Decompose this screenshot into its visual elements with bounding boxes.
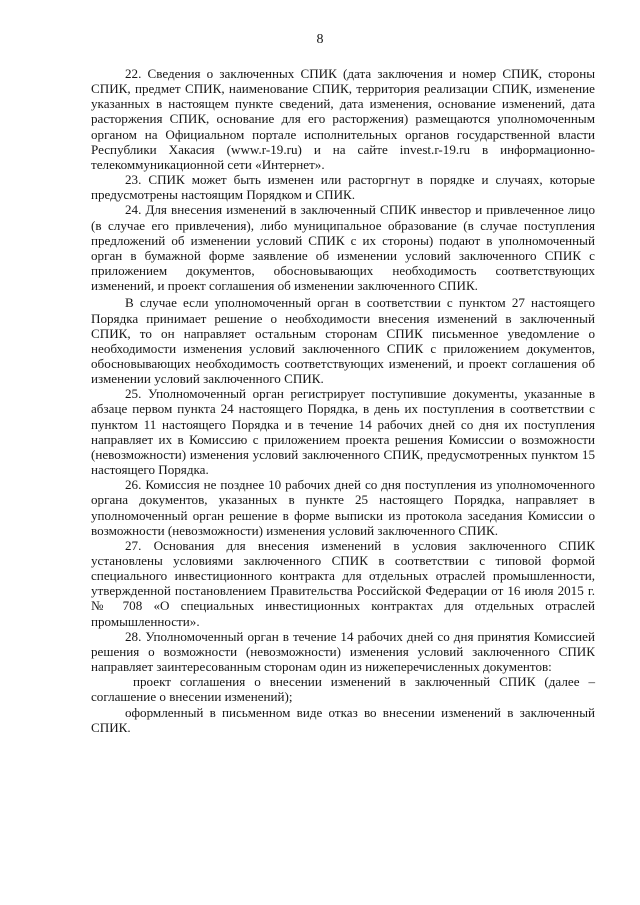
document-body [91,66,595,735]
page-number: 8 [316,32,324,47]
paragraph-23: 23. СПИК может быть изменен или расторгнут в порядке и случаях, которые предусмотрены настоящим Порядком и СПИК. [91,172,595,203]
paragraph-27: 27. Основания для внесения изменений в условия заключенного СПИК установлены условиями заключенного СПИК в соответствии с типовой формой специального инвестиционного контракта для отдельных отраслей промышленности, утвержденной постановлением Правительства Российской Федерации от 16 июля 2015 г. № 708 «О специальных инвестиционных контрактах для отдельных отраслей промышленности». [91,537,595,629]
list-item-draft-agreement: проект соглашения о внесении изменений в заключенный СПИК (далее – соглашение о внесении изменений); [91,674,595,705]
list-item-refusal: оформленный в письменном виде отказ во внесении изменений в заключенный СПИК. [91,704,595,735]
paragraph-24: 24. Для внесения изменений в заключенный СПИК инвестор и привлеченное лицо (в случае его привлечения), либо муниципальное образование (в случае поступления предложений об изменении условий СПИК с их стороны) подают в уполномоченный орган в бумажной форме заявление об изменении условий заключенного СПИК с приложением документов, обосновывающих необходимость соответствующих изменений, и проект соглашения об изменении заключенного СПИК. [91,202,595,294]
paragraph-25: 25. Уполномоченный орган регистрирует поступившие документы, указанные в абзаце первом пункта 24 настоящего Порядка, в день их поступления в соответствии с пунктом 11 настоящего Порядка и в течение 14 рабочих дней со дня их поступления направляет их в Комиссию с приложением проекта решения Комиссии о возможности (невозможности) изменения условий заключенного СПИК, предусмотренных пунктом 15 настоящего Порядка. [91,386,595,478]
paragraph-24-second: В случае если уполномоченный орган в соответствии с пунктом 27 настоящего Порядка принимает решение о необходимости внесения изменений в заключенный СПИК, то он направляет остальным сторонам СПИК письменное уведомление о необходимости изменения условий заключенного СПИК с приложением документов, обосновывающих необходимость соответствующих изменений, и проект соглашения об изменении условий заключенного СПИК. [91,295,595,387]
paragraph-22: 22. Сведения о заключенных СПИК (дата заключения и номер СПИК, стороны СПИК, предмет СПИК, наименование СПИК, территория реализации СПИК, изменение указанных в настоящем пункте сведений, дата изменения, основание изменений, дата расторжения СПИК, основание для его расторжения) размещаются уполномоченным органом на Официальном портале исполнительных органов государственной власти Республики Хакасия (www.r-19.ru) и на сайте invest.r-19.ru в информационно-телекоммуникационной сети «Интернет». [91,66,595,172]
paragraph-26: 26. Комиссия не позднее 10 рабочих дней со дня поступления из уполномоченного органа документов, указанных в пункте 25 настоящего Порядка, направляет в уполномоченный орган решение в форме выписки из протокола заседания Комиссии о возможности (невозможности) изменения условий заключенного СПИК. [91,477,595,538]
paragraph-28: 28. Уполномоченный орган в течение 14 рабочих дней со дня принятия Комиссией решения о возможности (невозможности) изменения условий заключенного СПИК направляет заинтересованным сторонам один из нижеперечисленных документов: [91,628,595,675]
